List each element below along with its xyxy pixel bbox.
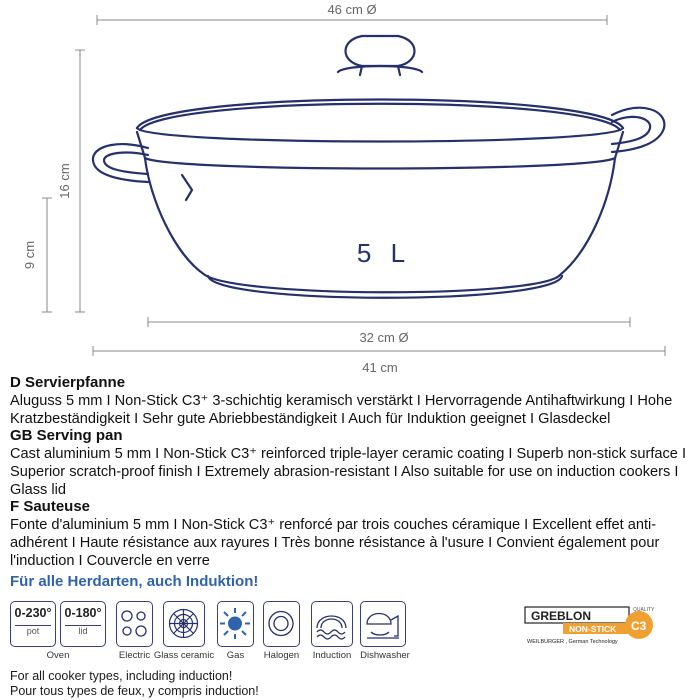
left-handle (93, 144, 148, 182)
induction-icon (311, 601, 353, 647)
halogen-label: Halogen (263, 650, 300, 661)
text-gb: Cast aluminium 5 mm I Non-Stick C3⁺ reinforced triple-layer ceramic coating I Superb non-stick surface I Superior scratch-proof finish I Extremely abrasion-resistant I Also suitable for use on induction cookers I Glass lid (10, 446, 687, 498)
description-fr (10, 498, 694, 570)
body-height-label: 9 cm (22, 240, 37, 270)
capacity-label: 5 L (356, 238, 412, 268)
oven-label: Oven (46, 650, 70, 661)
lid-label: lid (65, 625, 101, 636)
lid-temperature-box (60, 601, 106, 647)
total-width-label: 41 cm (362, 360, 398, 372)
halogen-icon (263, 601, 300, 647)
heading-fr: F Sauteuse (10, 498, 91, 515)
heading-de: D Servierpfanne (10, 374, 126, 391)
electric-hob-icon (116, 601, 153, 647)
logo-tag: WEILBURGER , German Technology (527, 639, 618, 645)
gas-flame-icon (217, 601, 254, 647)
logo-band: NON-STICK (569, 624, 617, 634)
heading-gb: GB Serving pan (10, 427, 123, 444)
glass-ceramic-label: Glass ceramic (153, 650, 215, 661)
gas-label: Gas (226, 650, 245, 661)
total-height-label: 16 cm (57, 163, 72, 199)
pot-temperature-box (10, 601, 56, 647)
description-de (10, 374, 694, 428)
base-diameter-label: 32 cm Ø (359, 330, 409, 345)
logo-brand: GREBLON (531, 609, 591, 623)
pan-body (137, 132, 623, 292)
lid-knob (346, 36, 415, 66)
lid-temperature: 0-180° (64, 606, 102, 620)
pot-label: pot (15, 625, 51, 636)
greblon-logo (523, 603, 655, 651)
footer-fr: Pour tous types de feux, y compris induction! (10, 684, 259, 698)
glass-ceramic-icon (163, 601, 205, 647)
text-fr: Fonte d'aluminium 5 mm I Non-Stick C3⁺ renforcé par trois couches céramique I Excellent effet anti-adhérent I Haute résistance aux rayures I Très bonne résistance à l'usure I Convient également pour l'induction I Couvercle en verre (10, 517, 660, 569)
footer-en: For all cooker types, including induction! (10, 669, 233, 683)
pot-temperature: 0-230° (14, 606, 52, 620)
induction-label: Induction (312, 650, 352, 661)
top-diameter-label: 46 cm Ø (327, 2, 377, 17)
dishwasher-icon (360, 601, 406, 647)
logo-grade: C3 (631, 619, 647, 633)
electric-label: Electric (118, 650, 151, 661)
dishwasher-label: Dishwasher (360, 650, 410, 661)
text-de: Aluguss 5 mm I Non-Stick C3⁺ 3-schichtig keramisch verstärkt I Hervorragende Antihaftwirkung I Hohe Kratzbeständigkeit I Sehr gute Abriebbeständigkeit I Auch für Induktion geeignet I Glasdeckel (10, 393, 673, 427)
logo-badge: QUALITY (633, 607, 655, 613)
cooker-heading: Für alle Herdarten, auch Induktion! (10, 573, 259, 590)
description-gb (10, 427, 694, 499)
